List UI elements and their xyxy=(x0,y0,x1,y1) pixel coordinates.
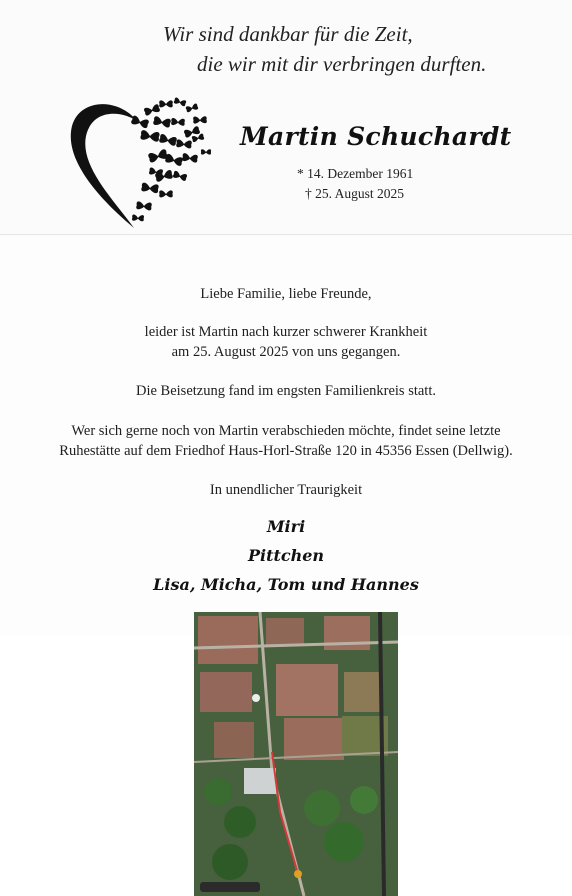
butterfly-icon xyxy=(193,116,207,124)
announcement-line-2: am 25. August 2025 von uns gegangen. xyxy=(171,344,401,360)
cemetery-note xyxy=(0,421,572,461)
butterfly-heart-icon xyxy=(66,92,214,232)
butterfly-icon xyxy=(191,133,204,142)
signature-miri: Miri xyxy=(266,517,306,536)
header-divider xyxy=(0,234,572,235)
cemetery-line-2: Ruhestätte auf dem Friedhof Haus-Horl-Straße 120 in 45356 Essen (Dellwig). xyxy=(59,443,513,459)
butterfly-icon xyxy=(171,118,185,126)
motto-line-1: Wir sind dankbar für die Zeit, xyxy=(163,22,413,46)
butterfly-icon xyxy=(140,130,160,142)
closing-line: In unendlicher Traurigkeit xyxy=(209,482,363,498)
death-date: † 25. August 2025 xyxy=(305,186,405,201)
announcement xyxy=(0,322,572,362)
announcement-line-1: leider ist Martin nach kurzer schwerer Krankheit xyxy=(144,324,428,340)
butterfly-icon xyxy=(132,214,144,221)
butterfly-icon xyxy=(173,170,188,181)
butterfly-icon xyxy=(185,103,198,113)
butterfly-icon xyxy=(148,149,169,163)
signature-family: Lisa, Micha, Tom und Hannes xyxy=(153,575,419,594)
greeting: Liebe Familie, liebe Freunde, xyxy=(200,286,372,302)
signature-pittchen: Pittchen xyxy=(247,546,325,565)
deceased-name: Martin Schuchardt xyxy=(240,122,512,151)
butterfly-icon xyxy=(159,100,173,107)
butterfly-icon xyxy=(141,182,159,193)
butterfly-icon xyxy=(159,190,173,197)
butterfly-icon xyxy=(159,134,178,147)
butterfly-icon xyxy=(165,153,184,166)
cemetery-line-1: Wer sich gerne noch von Martin verabschieden möchte, findet seine letzte xyxy=(71,423,501,439)
butterfly-icon xyxy=(176,139,192,148)
motto-line-2: die wir mit dir verbringen durften. xyxy=(197,52,487,76)
butterfly-icon xyxy=(201,149,211,154)
butterfly-icon xyxy=(144,104,161,116)
butterfly-icon xyxy=(173,97,186,107)
butterfly-icon xyxy=(131,115,150,129)
birth-date: * 14. Dezember 1961 xyxy=(297,166,414,181)
butterfly-icon xyxy=(136,201,152,210)
cemetery-map-image xyxy=(194,612,398,896)
butterfly-icon xyxy=(182,153,198,163)
butterfly-icon xyxy=(153,116,171,128)
funeral-note: Die Beisetzung fand im engsten Familienkreis statt. xyxy=(135,383,436,399)
butterfly-icon xyxy=(184,126,201,138)
